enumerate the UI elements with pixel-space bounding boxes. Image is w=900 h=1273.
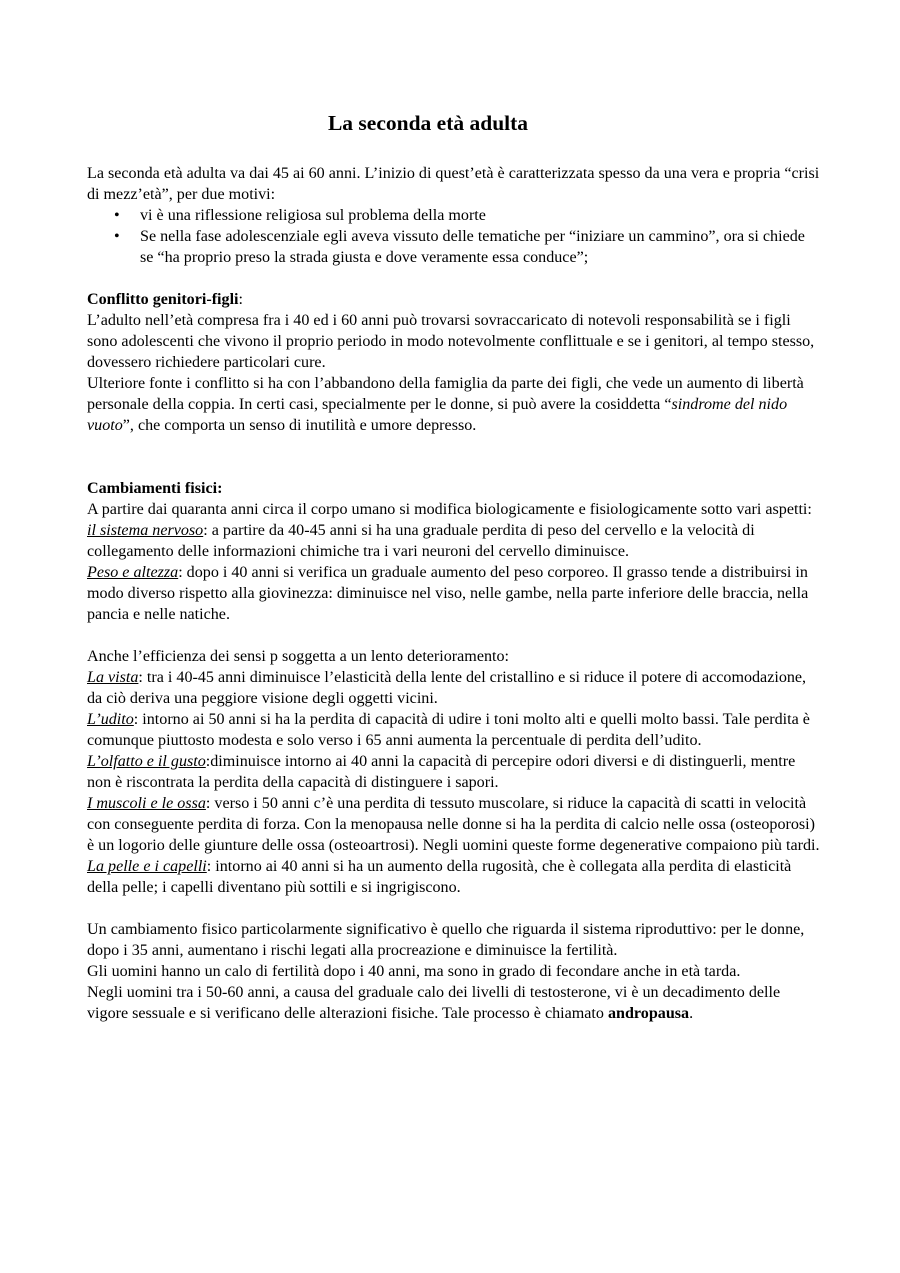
item-label: La vista — [87, 669, 139, 686]
item-label: I muscoli e le ossa — [87, 795, 206, 812]
conflitto-paragraph-2 — [87, 373, 822, 436]
item-label: La pelle e i capelli — [87, 858, 207, 875]
item-text: : dopo i 40 anni si verifica un graduale aumento del peso corporeo. Il grasso tende a distribuirsi in modo diverso rispetto alla giovinezza: diminuisce nel viso, nelle gambe, nella parte inferiore delle braccia, nella pancia e nelle natiche. — [87, 564, 809, 623]
conflitto-paragraph-1: L’adulto nell’età compresa fra i 40 ed i 60 anni può trovarsi sovraccaricato di notevoli responsabilità se i figli sono adolescenti che vivono il proprio periodo in modo notevolmente conflittuale e se i genitori, al tempo stesso, dovessero richiedere particolari cure. — [87, 312, 815, 371]
sensi-item — [87, 667, 822, 709]
item-label: Peso e altezza — [87, 564, 179, 581]
sensi-item — [87, 709, 822, 751]
item-label: L’udito — [87, 711, 134, 728]
paragraph-text: . — [689, 1005, 694, 1022]
riproduttivo-paragraph-3 — [87, 982, 822, 1024]
item-label: il sistema nervoso — [87, 522, 204, 539]
paragraph-text: ”, che comporta un senso di inutilità e umore depresso. — [122, 417, 477, 434]
item-label: L’olfatto e il gusto — [87, 753, 206, 770]
section-heading-conflitto — [87, 289, 822, 310]
sensi-item — [87, 856, 822, 898]
item-text: :diminuisce intorno ai 40 anni la capacità di percepire odori diversi e di distinguerli, mentre non è riscontrata la perdita della capacità di distinguere i sapori. — [87, 753, 796, 791]
riproduttivo-paragraph-2: Gli uomini hanno un calo di fertilità dopo i 40 anni, ma sono in grado di fecondare anche in età tarda. — [87, 963, 741, 980]
document-body — [87, 163, 822, 1024]
item-text: : verso i 50 anni c’è una perdita di tessuto muscolare, si riduce la capacità di scatti in velocità con conseguente perdita di forza. Con la menopausa nelle donne si ha la perdita di calcio nelle ossa (osteoporosi) è un logorio delle giunture delle ossa (osteoartrosi). Negli uomini queste forme degenerative compaiono più tardi. — [87, 795, 820, 854]
section-heading-cambiamenti: Cambiamenti fisici: — [87, 480, 223, 497]
sensi-intro: Anche l’efficienza dei sensi p soggetta a un lento deterioramento: — [87, 648, 510, 665]
heading-text: Conflitto genitori-figli — [87, 291, 239, 308]
intro-paragraph: La seconda età adulta va dai 45 ai 60 anni. L’inizio di quest’età è caratterizzata spesso da una vera e propria “crisi di mezz’età”, per due motivi: — [87, 165, 820, 203]
paragraph-text: Ulteriore fonte i conflitto si ha con l’abbandono della famiglia da parte dei figli, che vede un aumento di libertà personale della coppia. In certi casi, specialmente per le donne, si può avere la cosiddetta “ — [87, 375, 804, 413]
bold-term: andropausa — [607, 1005, 690, 1022]
intro-bullet-list — [87, 205, 822, 268]
riproduttivo-paragraph-1: Un cambiamento fisico particolarmente significativo è quello che riguarda il sistema riproduttivo: per le donne, dopo i 35 anni, aumentano i rischi legati alla procreazione e diminuisce la fertilità. — [87, 921, 805, 959]
cambiamenti-intro: A partire dai quaranta anni circa il corpo umano si modifica biologicamente e fisiologicamente sotto vari aspetti: — [87, 501, 812, 518]
item-text: : tra i 40-45 anni diminuisce l’elasticità della lente del cristallino e si riduce il potere di accomodazione, da ciò deriva una peggiore visione degli oggetti vicini. — [87, 669, 807, 707]
page-title: La seconda età adulta — [327, 111, 529, 135]
list-item: • vi è una riflessione religiosa sul problema della morte — [87, 205, 822, 226]
list-item: • Se nella fase adolescenziale egli aveva vissuto delle tematiche per “iniziare un cammino”, ora si chiede se “ha proprio preso la strada giusta e dove veramente essa conduce”; — [87, 226, 822, 268]
paragraph-text: Negli uomini tra i 50-60 anni, a causa del graduale calo dei livelli di testosterone, vi è un decadimento delle vigore sessuale e si verificano delle alterazioni fisiche. Tale processo è chiamato — [87, 984, 781, 1022]
sensi-item — [87, 793, 822, 856]
item-text: : intorno ai 40 anni si ha un aumento della rugosità, che è collegata alla perdita di elasticità della pelle; i capelli diventano più sottili e si ingrigiscono. — [87, 858, 792, 896]
italic-term: sindrome del nido vuoto — [87, 396, 788, 434]
heading-suffix: : — [238, 291, 244, 308]
cambiamenti-item — [87, 562, 822, 625]
cambiamenti-item — [87, 520, 822, 562]
item-text: : intorno ai 50 anni si ha la perdita di capacità di udire i toni molto alti e quelli molto bassi. Tale perdita è comunque piuttosto modesta e solo verso i 65 anni aumenta la percentuale di perdita dell’udito. — [87, 711, 810, 749]
item-text: : a partire da 40-45 anni si ha una graduale perdita di peso del cervello e la velocità di collegamento delle informazioni chimiche tra i vari neuroni del cervello diminuisce. — [87, 522, 755, 560]
sensi-item — [87, 751, 822, 793]
